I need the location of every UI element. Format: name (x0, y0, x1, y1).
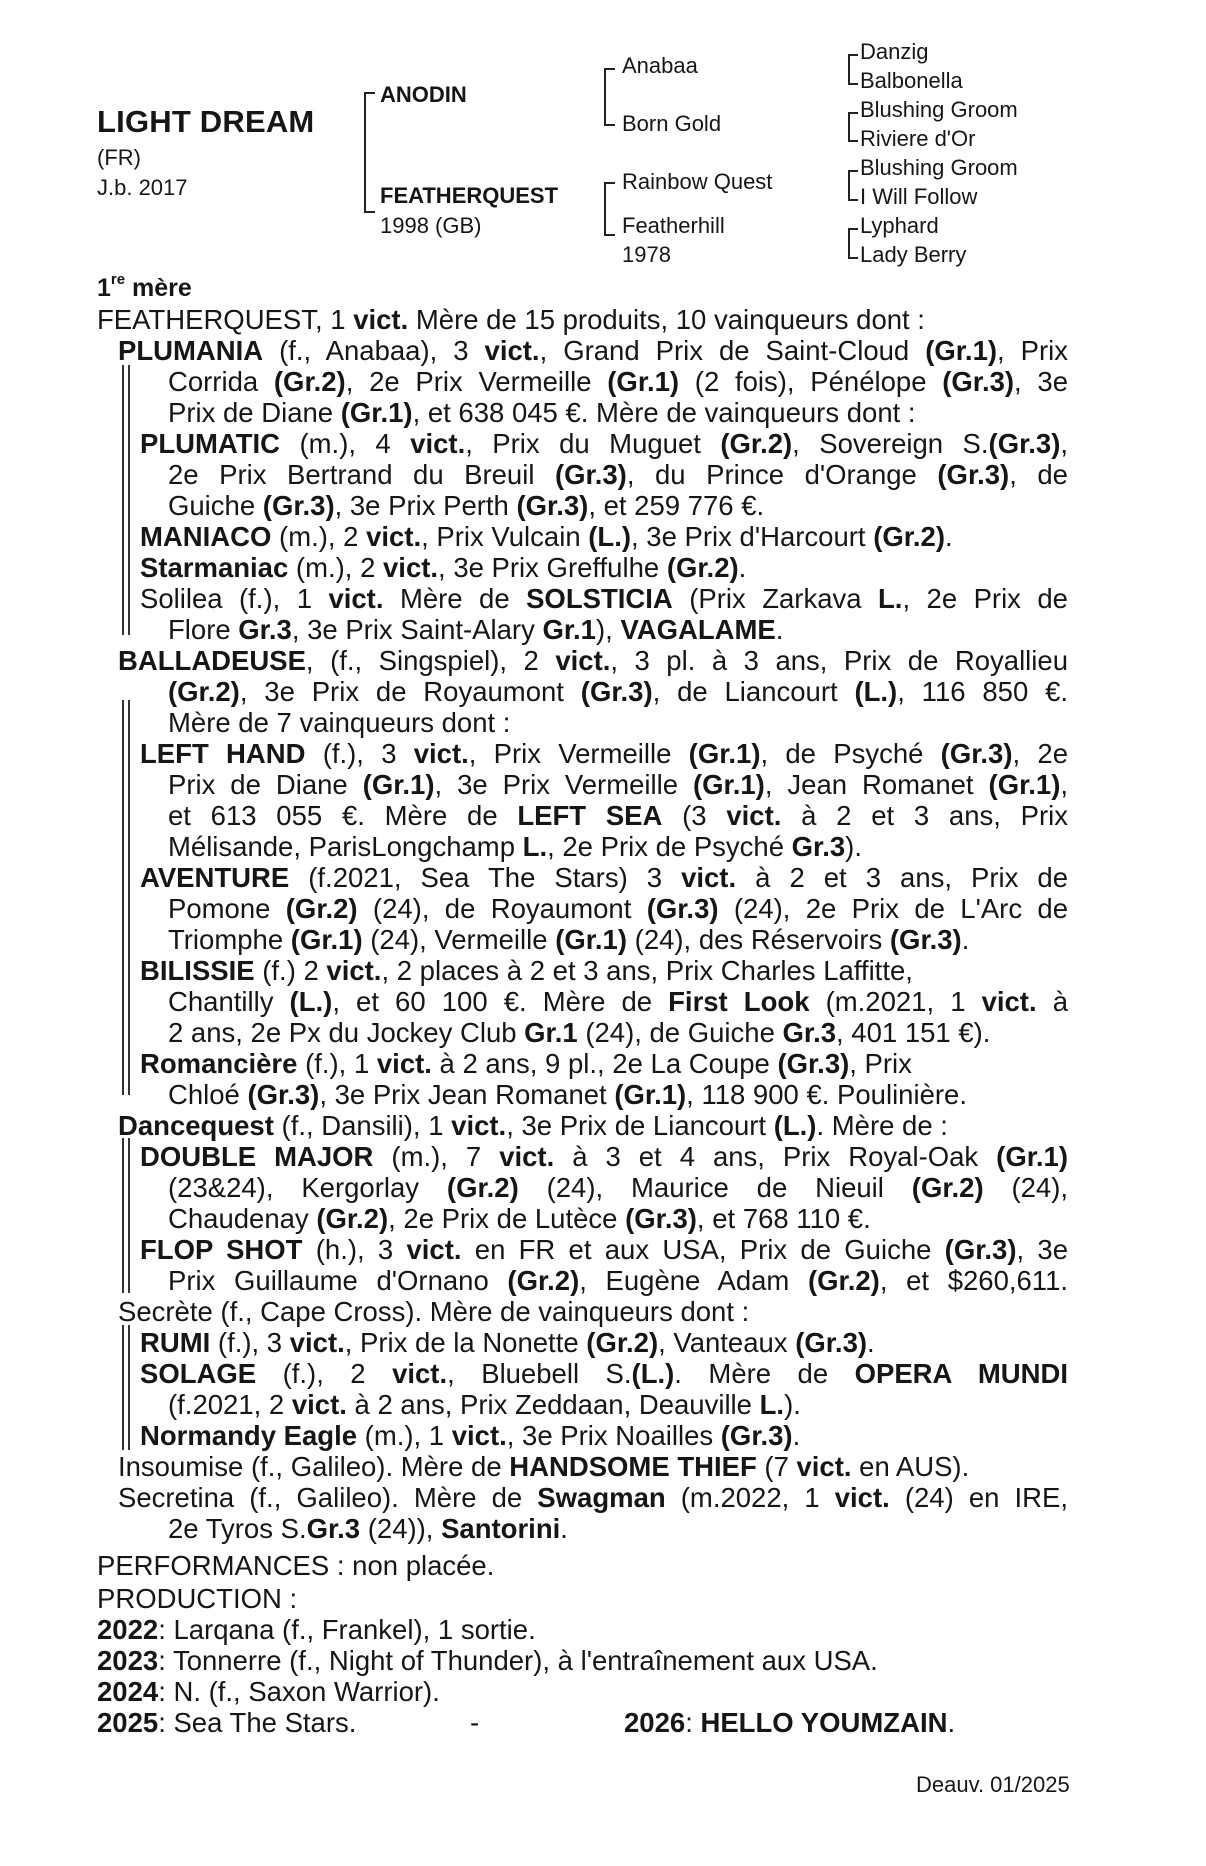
bracket-dam (604, 182, 615, 236)
dss-name: Blushing Groom (860, 155, 1018, 180)
line-19: AVENTURE (f.2021, Sea The Stars) 3 vict. à 2 et 3 ans, Prix de (140, 862, 1068, 893)
ddd-name: Lady Berry (860, 242, 967, 267)
line-17: et 613 055 €. Mère de LEFT SEA (3 vict. à 2 et 3 ans, Prix (168, 800, 1069, 831)
bracket-sire (604, 68, 615, 126)
line-15: LEFT HAND (f.), 3 vict., Prix Vermeille (Gr.1), de Psyché (Gr.3), 2e (140, 738, 1068, 769)
performances: PERFORMANCES : non placée. (97, 1550, 495, 1581)
line-03: Corrida (Gr.2), 2e Prix Vermeille (Gr.1) (2 fois), Pénélope (Gr.3), 3e (168, 366, 1068, 397)
production-2023 (97, 1646, 878, 1676)
bracket-line-4 (128, 700, 130, 1095)
line-36: (f.2021, 2 vict. à 2 ans, Prix Zeddaan, Deauville L.). (168, 1389, 801, 1420)
line-04: Prix de Diane (Gr.1), et 638 045 €. Mère de vainqueurs dont : (168, 397, 916, 428)
dam-name: FEATHERQUEST (380, 183, 559, 208)
line-39: Secretina (f., Galileo). Mère de Swagman (m.2022, 1 vict. (24) en IRE, (118, 1482, 1068, 1513)
production-year: 2026 (624, 1707, 686, 1738)
line-02: PLUMANIA (f., Anabaa), 3 vict., Grand Prix de Saint-Cloud (Gr.1), Prix (118, 335, 1069, 366)
line-14: Mère de 7 vainqueurs dont : (168, 707, 511, 738)
line-22: BILISSIE (f.) 2 vict., 2 places à 2 et 3 ans, Prix Charles Laffitte, (140, 955, 913, 986)
footer-source: Deauv. 01/2025 (916, 1772, 1070, 1797)
line-01: FEATHERQUEST, 1 vict. Mère de 15 produits, 10 vainqueurs dont : (97, 304, 925, 335)
line-23: Chantilly (L.), et 60 100 €. Mère de First Look (m.2021, 1 vict. à (168, 986, 1068, 1017)
production-2025 (97, 1708, 356, 1738)
production-year: 2022 (97, 1614, 159, 1645)
bracket-line-3 (122, 700, 124, 1095)
production-year: 2025 (97, 1707, 159, 1738)
dds-name: Lyphard (860, 213, 939, 238)
production-text: : N. (f., Saxon Warrior). (158, 1676, 440, 1707)
bracket-sire-dam (364, 92, 375, 213)
section-title-num: 1 (97, 274, 111, 302)
production-text: : Tonnerre (f., Night of Thunder), à l'entraînement aux USA. (158, 1645, 878, 1676)
production-year: 2024 (97, 1676, 159, 1707)
line-12: BALLADEUSE, (f., Singspiel), 2 vict., 3 pl. à 3 ans, Prix de Royallieu (118, 645, 1068, 676)
line-29: (23&24), Kergorlay (Gr.2) (24), Maurice de Nieuil (Gr.2) (24), (168, 1172, 1069, 1203)
production-2022 (97, 1615, 536, 1645)
line-31: FLOP SHOT (h.), 3 vict. en FR et aux USA, Prix de Guiche (Gr.3), 3e (140, 1234, 1068, 1265)
line-11: Flore Gr.3, 3e Prix Saint-Alary Gr.1), VAGALAME. (168, 614, 784, 645)
line-33: Secrète (f., Cape Cross). Mère de vainqueurs dont : (118, 1296, 750, 1327)
sire-name: ANODIN (380, 82, 467, 107)
bracket-line-2 (128, 365, 130, 635)
line-34: RUMI (f.), 3 vict., Prix de la Nonette (Gr.2), Vanteaux (Gr.3). (140, 1327, 875, 1358)
line-09: Starmaniac (m.), 2 vict., 3e Prix Greffulhe (Gr.2). (140, 552, 747, 583)
ssd-name: Balbonella (860, 68, 963, 93)
line-30: Chaudenay (Gr.2), 2e Prix de Lutèce (Gr.3), et 768 110 €. (168, 1203, 871, 1234)
dam-year: 1998 (GB) (380, 213, 482, 238)
horse-sex-year: J.b. 2017 (97, 175, 188, 200)
bracket-line-6 (128, 1138, 130, 1293)
line-32: Prix Guillaume d'Ornano (Gr.2), Eugène Adam (Gr.2), et $260,611. (168, 1265, 1068, 1296)
line-37: Normandy Eagle (m.), 1 vict., 3e Prix Noailles (Gr.3). (140, 1420, 801, 1451)
dsd-name: I Will Follow (860, 184, 978, 209)
production-2024 (97, 1677, 440, 1707)
production-2026: 2026: HELLO YOUMZAIN. (624, 1707, 956, 1738)
section-title-sup: re (110, 271, 126, 288)
line-16: Prix de Diane (Gr.1), 3e Prix Vermeille (Gr.1), Jean Romanet (Gr.1), (168, 769, 1068, 800)
line-20: Pomone (Gr.2) (24), de Royaumont (Gr.3) (24), 2e Prix de L'Arc de (168, 893, 1068, 924)
production-year: 2023 (97, 1645, 159, 1676)
bracket-line-8 (128, 1325, 130, 1450)
line-06: 2e Prix Bertrand du Breuil (Gr.3), du Prince d'Orange (Gr.3), de (168, 459, 1068, 490)
bracket-sd (848, 112, 858, 142)
line-24: 2 ans, 2e Px du Jockey Club Gr.1 (24), de Guiche Gr.3, 401 151 €). (168, 1017, 991, 1048)
sdd-name: Riviere d'Or (860, 126, 976, 151)
line-13: (Gr.2), 3e Prix de Royaumont (Gr.3), de Liancourt (L.), 116 850 €. (168, 676, 1068, 707)
line-18: Mélisande, ParisLongchamp L., 2e Prix de Psyché Gr.3). (168, 831, 862, 862)
line-07: Guiche (Gr.3), 3e Prix Perth (Gr.3), et 259 776 €. (168, 490, 765, 521)
line-25: Romancière (f.), 1 vict. à 2 ans, 9 pl., 2e La Coupe (Gr.3), Prix (140, 1048, 912, 1079)
section-title-rest: mère (125, 274, 192, 302)
production-title: PRODUCTION : (97, 1583, 298, 1614)
production-text: : Sea The Stars. (158, 1707, 357, 1738)
dd-year: 1978 (622, 242, 671, 267)
production-text: : Larqana (f., Frankel), 1 sortie. (158, 1614, 536, 1645)
horse-country: (FR) (97, 145, 141, 170)
sss-name: Danzig (860, 39, 929, 64)
bracket-line-5 (122, 1138, 124, 1293)
line-08: MANIACO (m.), 2 vict., Prix Vulcain (L.), 3e Prix d'Harcourt (Gr.2). (140, 521, 953, 552)
line-38: Insoumise (f., Galileo). Mère de HANDSOME THIEF (7 vict. en AUS). (118, 1451, 970, 1482)
production-dash: - (470, 1707, 480, 1738)
line-10: Solilea (f.), 1 vict. Mère de SOLSTICIA (Prix Zarkava L., 2e Prix de (140, 583, 1068, 614)
ds-name: Rainbow Quest (622, 169, 773, 194)
bracket-dd (848, 228, 858, 259)
horse-name: LIGHT DREAM (97, 104, 315, 139)
line-27: Dancequest (f., Dansili), 1 vict., 3e Prix de Liancourt (L.). Mère de : (118, 1110, 948, 1141)
line-28: DOUBLE MAJOR (m.), 7 vict. à 3 et 4 ans, Prix Royal-Oak (Gr.1) (140, 1141, 1068, 1172)
section-title (97, 271, 192, 303)
line-35: SOLAGE (f.), 2 vict., Bluebell S.(L.). Mère de OPERA MUNDI (140, 1358, 1068, 1389)
production-2026-name: HELLO YOUMZAIN (700, 1707, 948, 1738)
bracket-ds (848, 170, 858, 201)
line-26: Chloé (Gr.3), 3e Prix Jean Romanet (Gr.1), 118 900 €. Poulinière. (168, 1079, 967, 1110)
bracket-line-1 (122, 365, 124, 635)
sd-name: Born Gold (622, 111, 722, 136)
line-05: PLUMATIC (m.), 4 vict., Prix du Muguet (Gr.2), Sovereign S.(Gr.3), (140, 428, 1068, 459)
sds-name: Blushing Groom (860, 97, 1018, 122)
ss-name: Anabaa (622, 53, 698, 78)
dd-name: Featherhill (622, 213, 725, 238)
line-40: 2e Tyros S.Gr.3 (24)), Santorini. (168, 1513, 568, 1544)
bracket-ss (848, 54, 858, 85)
bracket-line-7 (122, 1325, 124, 1450)
line-21: Triomphe (Gr.1) (24), Vermeille (Gr.1) (24), des Réservoirs (Gr.3). (168, 924, 970, 955)
